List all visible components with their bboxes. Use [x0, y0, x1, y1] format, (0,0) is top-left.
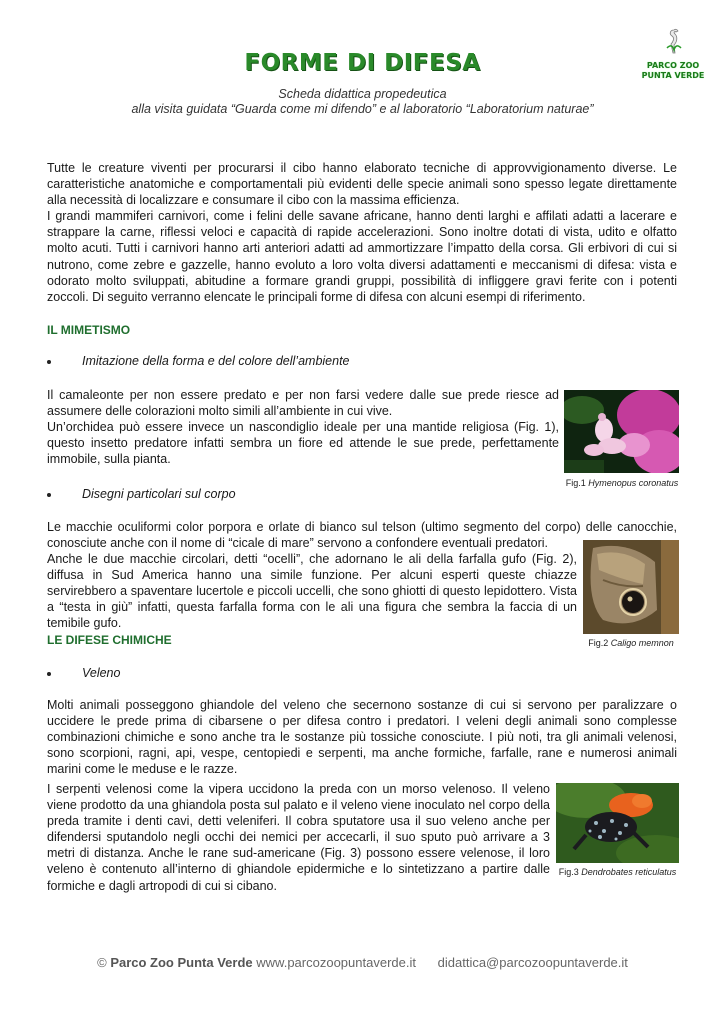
bullet-dot-icon: [47, 360, 51, 364]
footer-org-name: Parco Zoo Punta Verde: [110, 955, 253, 970]
bullet-dot-icon: [47, 672, 51, 676]
bullet-label: Imitazione della forma e del colore dell’ambiente: [82, 354, 350, 368]
mimetismo-paragraph-2: Un’orchidea può essere invece un nascondiglio ideale per una mantide religiosa (Fig. 1), questo insetto predatore infatti sembra un fiore ed attende le sue prede, perfettamente immobile, sulla pianta.: [47, 420, 559, 467]
owl-butterfly-image: [583, 540, 679, 634]
chimiche-paragraph-1: Molti animali posseggono ghiandole del veleno che secernono sostanze di cui si servono per paralizzare o uccidere le prede prima di cibarsene o per difesa contro i predatori. I veleni degli animali sono complesse combinazioni chimiche e sono anche tra le sostanze più tossiche conosciute. I più noti, tra gli animali velenosi, sono scorpioni, ragni, api, vespe, centopiedi e serpenti, ma anche formiche, farfalle, rane e numerosi animali marini come le meduse e le razze.: [47, 698, 677, 777]
section-heading-chimiche: LE DIFESE CHIMICHE: [47, 633, 172, 647]
bullet-label: Veleno: [82, 666, 121, 680]
figure-2-species: Caligo memnon: [610, 638, 674, 648]
footer-email-link[interactable]: didattica@parcozoopuntaverde.it: [437, 955, 628, 970]
page-title: FORME DI DIFESA: [244, 50, 481, 76]
figure-3-photo: [556, 783, 679, 863]
figure-3-caption: [553, 867, 682, 877]
poison-frog-image: [556, 783, 679, 863]
mimetismo-text-2b: [47, 551, 577, 631]
subtitle-line-1: Scheda didattica propedeutica: [278, 87, 447, 101]
figure-1-caption: [561, 478, 683, 488]
park-logo: [640, 28, 706, 84]
intro-paragraph-1: Tutte le creature viventi per procurarsi il cibo hanno elaborato tecniche di approvvigionamento diverse. Le caratteristiche anatomiche e comportamentali più evidenti delle specie animali sono spesso legate direttamente alla necessità di localizzare e consumare il cibo con la massima efficienza.: [47, 161, 677, 208]
chimiche-text-2: [47, 781, 550, 894]
figure-2-caption: [583, 638, 679, 648]
figure-1-label: Fig.1: [565, 478, 586, 488]
mimetismo-paragraph-4: Anche le due macchie circolari, detti “ocelli”, che adornano le ali della farfalla gufo (Fig. 2), diffusa in Sud America hanno una simile funzione. Per alcuni esperti queste chiazze servirebbero a spaventare lucertole e piccoli uccelli, che sono ghiotti di questo lepidottero. Vista a “testa in giù” infatti, questa farfalla forma con le ali una figura che sembra la faccia di un temibile gufo.: [47, 552, 577, 631]
flamingo-logo-icon: [664, 28, 684, 54]
intro-paragraph-2: I grandi mammiferi carnivori, come i felini delle savane africane, hanno denti larghi e affilati adatti a lacerare e strappare la carne, riflessi veloci e capacità di rapide accelerazioni. Sono inoltre dotati di vista, udito e olfatto molto acuti. Tutti i carnivori hanno arti anteriori adatti ad ammortizzare l’impatto della corsa. Gli erbivori di cui si nutrono, come zebre e gazzelle, hanno evoluto a loro volta diversi adattamenti e meccanismi di difesa: vista e odorato molto sviluppati, abitudine a formare grandi gruppi, possibilità di infliggere gravi ferite con i potenti zoccoli. Di seguito verranno elencate le principali forme di difesa con alcuni esempi di riferimento.: [47, 209, 677, 304]
footer-website-link[interactable]: www.parcozoopuntaverde.it: [256, 955, 416, 970]
bullet-label: Disegni particolari sul corpo: [82, 487, 236, 501]
mimetismo-text-1: [47, 387, 559, 467]
orchid-mantis-image: [564, 390, 679, 473]
figure-1-photo: [564, 390, 679, 473]
chimiche-paragraph-2: I serpenti velenosi come la vipera uccidono la preda con un morso velenoso. Il veleno viene prodotto da una ghiandola posta sul palato e il veleno viene inoculato nel corpo della preda tramite i denti cavi, detti veleniferi. Il cobra sputatore usa il suo veleno anche per difendersi sputandolo negli occhi dei nemici per accecarli, il suo sputo può arrivare a 3 metri di distanza. Anche le rane sud-americane (Fig. 3) possono essere velenose, il loro veleno è contenuto all’interno di ghiandole epidermiche e lo sintetizzano a partire dalle formiche e dagli artropodi di cui si cibano.: [47, 782, 550, 893]
subtitle-line-2: alla visita guidata “Guarda come mi difendo” e al laboratorio “Laboratorium naturae”: [131, 102, 594, 116]
chimiche-text-1: [47, 697, 677, 777]
figure-2-label: Fig.2: [588, 638, 609, 648]
section-heading-mimetismo: IL MIMETISMO: [47, 323, 131, 337]
footer: [0, 955, 725, 970]
intro-text: [47, 160, 677, 305]
figure-1-species: Hymenopus coronatus: [588, 478, 679, 488]
bullet-veleno: [47, 666, 347, 684]
logo-text-1: PARCO ZOO: [646, 61, 700, 70]
mimetismo-paragraph-1: Il camaleonte per non essere predato e per non farsi vedere dalle sue prede riesce ad assumere delle colorazioni molto simili all’ambiente in cui vive.: [47, 388, 559, 419]
figure-3-species: Dendrobates reticulatus: [581, 867, 677, 877]
bullet-imitazione: [47, 354, 447, 372]
bullet-disegni: [47, 487, 447, 505]
figure-3-label: Fig.3: [558, 867, 579, 877]
figure-2-photo: [583, 540, 679, 634]
mimetismo-paragraph-3: Le macchie oculiformi color porpora e orlate di bianco sul telson (ultimo segmento del corpo) delle canocchie, conosciute anche con il nome di “cicale di mare” servono a confondere eventuali predatori.: [47, 520, 677, 551]
copyright-symbol: ©: [97, 955, 107, 970]
logo-text-2: PUNTA VERDE: [641, 71, 705, 80]
bullet-dot-icon: [47, 493, 51, 497]
